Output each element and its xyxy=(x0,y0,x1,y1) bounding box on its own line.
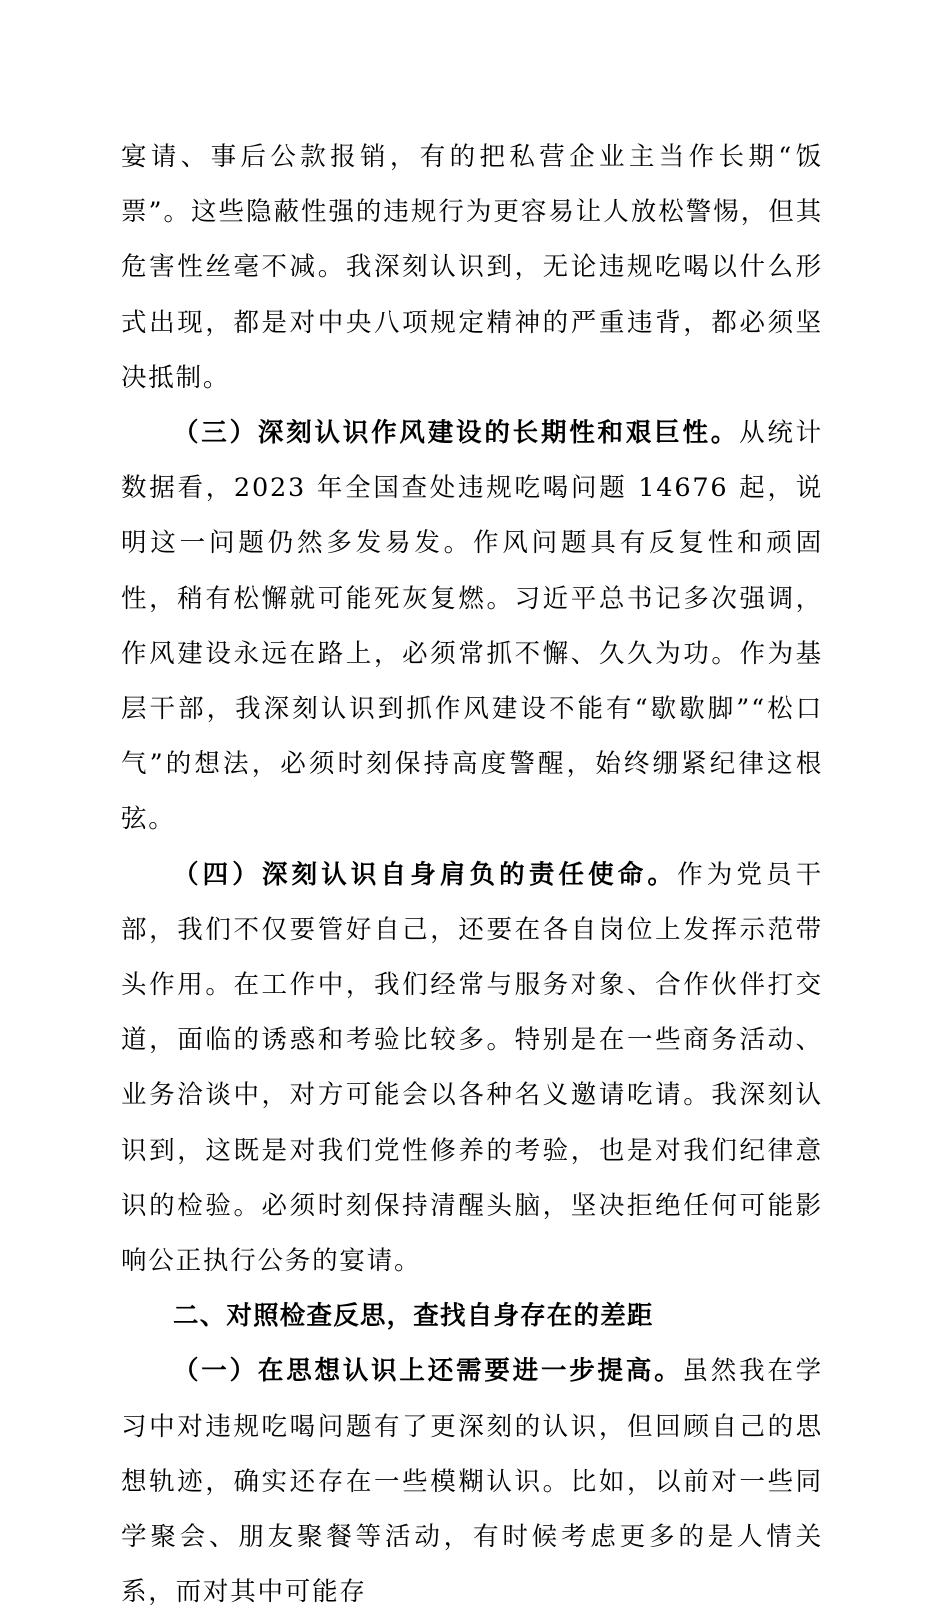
paragraph-text: 作为党员干部，我们不仅要管好自己，还要在各自岗位上发挥示范带头作用。在工作中，我们经常与服务对象、合作伙伴打交道，面临的诱惑和考验比较多。特别是在一些商务活动、业务洽谈中，对方可能会以各种名义邀请吃请。我深刻认识到，这既是对我们党性修养的考验，也是对我们纪律意识的检验。必须时刻保持清醒头脑，坚决拒绝任何可能影响公正执行公务的宴请。 xyxy=(121,859,823,1277)
paragraph-lead: （三）深刻认识作风建设的长期性和艰巨性。 xyxy=(173,418,740,449)
paragraph-responsibility xyxy=(121,848,823,1290)
paragraph-lead: （一）在思想认识上还需要进一步提高。 xyxy=(173,1356,683,1387)
paragraph-long-term-nature xyxy=(121,406,823,848)
paragraph-thinking-awareness xyxy=(121,1344,823,1620)
section-heading: 二、对照检查反思，查找自身存在的差距 xyxy=(173,1301,654,1332)
paragraph-text: 宴请、事后公款报销，有的把私营企业主当作长期“饭票”。这些隐蔽性强的违规行为更容易让人放松警惕，但其危害性丝毫不减。我深刻认识到，无论违规吃喝以什么形式出现，都是对中央八项规定精神的严重违背，都必须坚决抵制。 xyxy=(121,142,823,393)
paragraph-text: 虽然我在学习中对违规吃喝问题有了更深刻的认识，但回顾自己的思想轨迹，确实还存在一些模糊认识。比如，以前对一些同学聚会、朋友聚餐等活动，有时候考虑更多的是人情关系，而对其中可能存 xyxy=(121,1356,823,1608)
document-body xyxy=(121,130,823,1620)
paragraph-text: 从统计数据看，2023 年全国查处违规吃喝问题 14676 起，说明这一问题仍然多发易发。作风问题具有反复性和顽固性，稍有松懈就可能死灰复燃。习近平总书记多次强调，作风建设永远在路上，必须常抓不懈、久久为功。作为基层干部，我深刻认识到抓作风建设不能有“歇歇脚”“松口气”的想法，必须时刻保持高度警醒，始终绷紧纪律这根弦。 xyxy=(121,418,823,835)
paragraph-continuation xyxy=(121,130,823,406)
paragraph-lead: （四）深刻认识自身肩负的责任使命。 xyxy=(173,859,678,890)
